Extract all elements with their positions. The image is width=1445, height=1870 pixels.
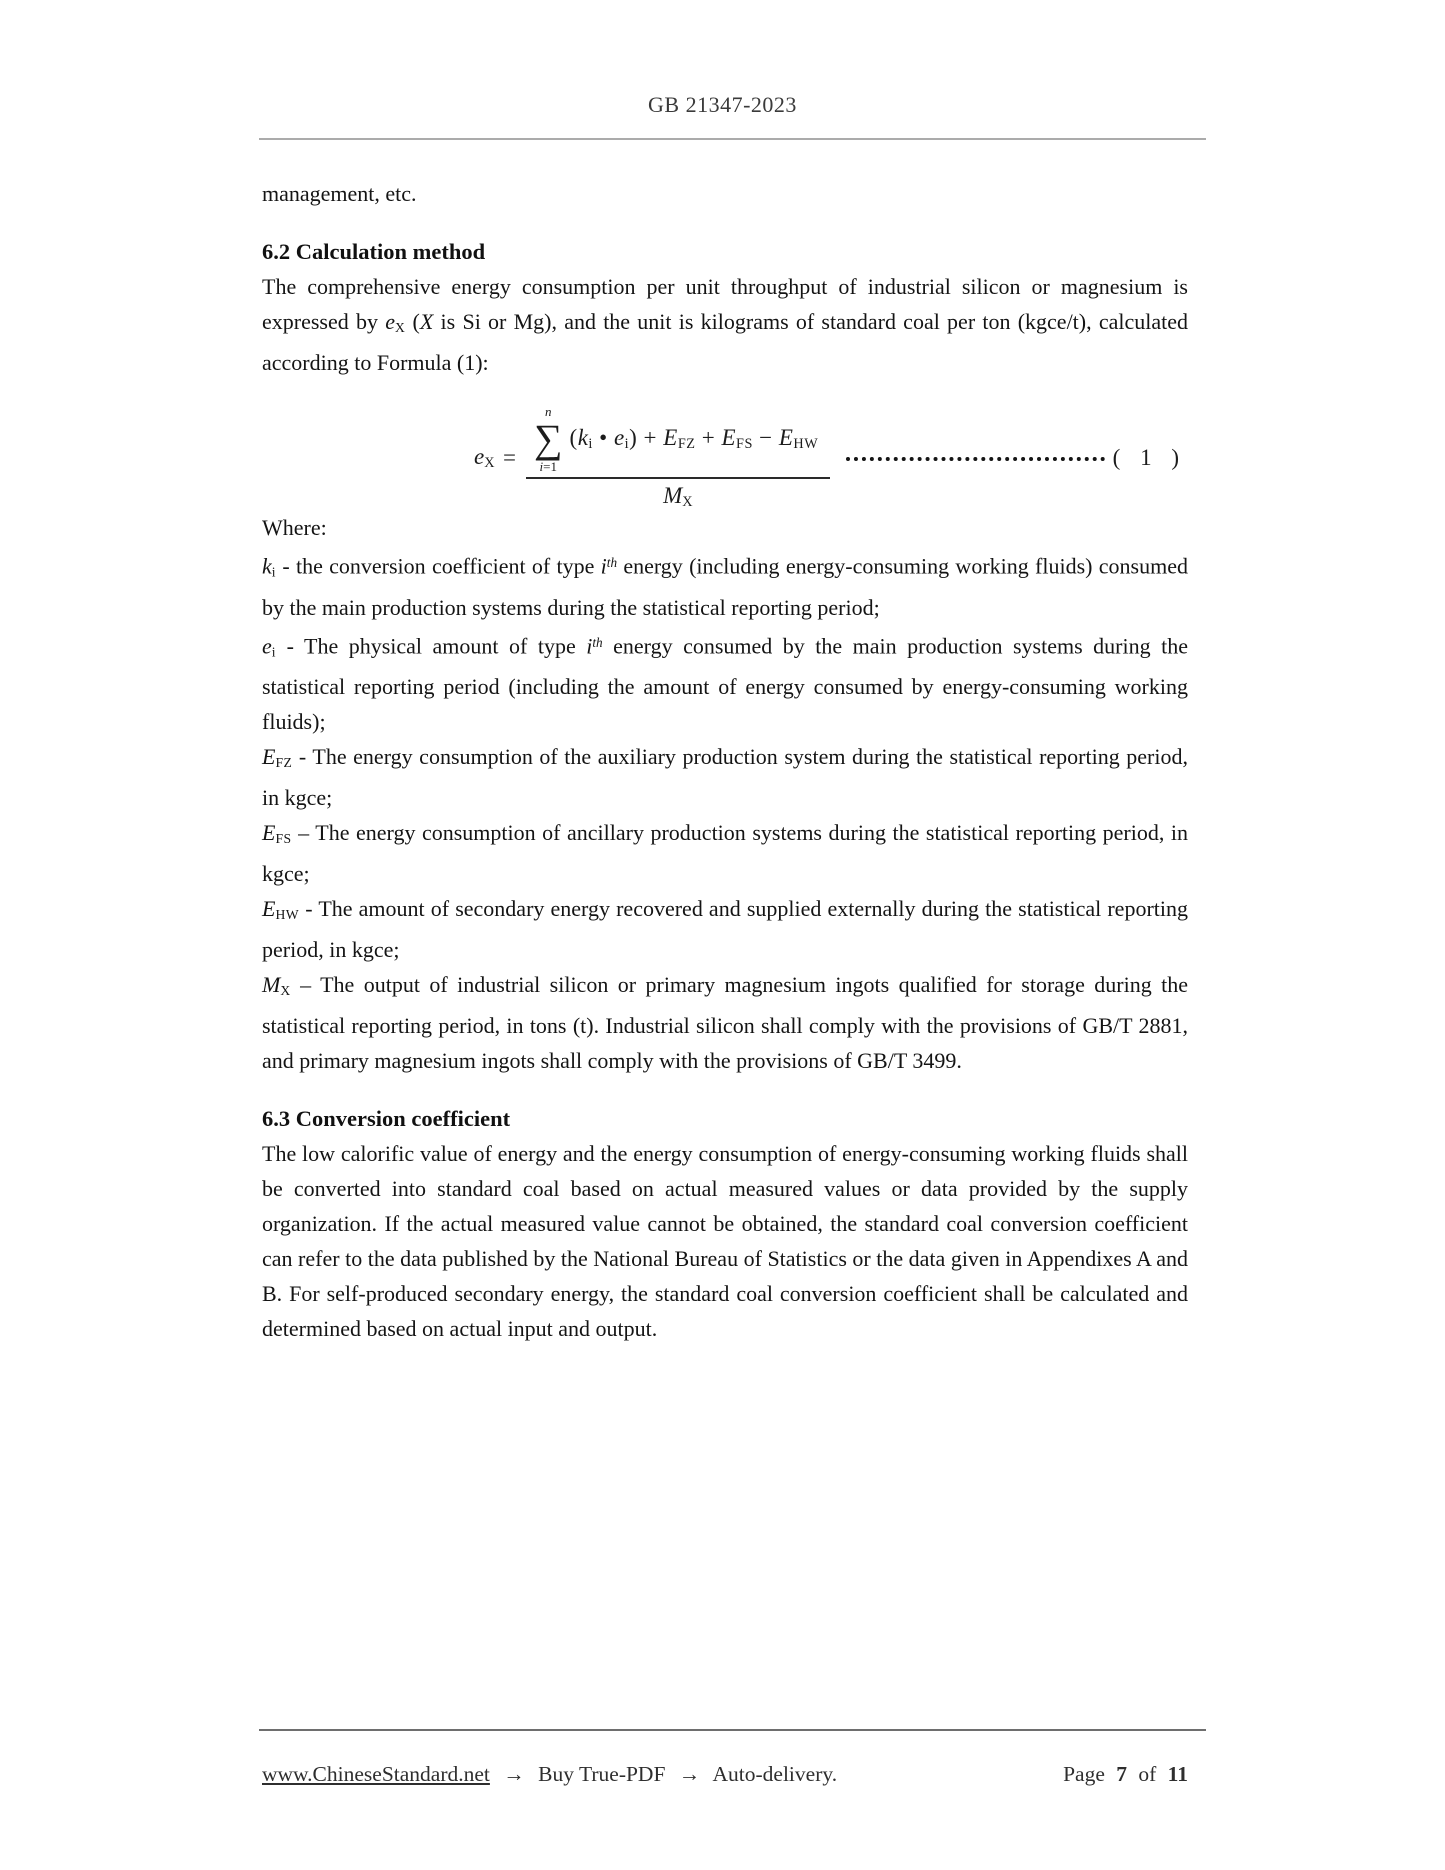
footer-left: [262, 1762, 837, 1787]
formula-block: [262, 403, 1188, 511]
definition-e-i: ei - The physical amount of type $i^{th}$ energy consumed by the main production systems during the statistical reporting period (including the amount of energy consumed by energy-consuming working fluids);: [262, 633, 1188, 735]
page-footer: [262, 1762, 1188, 1787]
formula-denominator: MX: [663, 482, 694, 511]
standard-number: GB 21347-2023: [648, 92, 797, 117]
sigma-icon: ∑: [534, 415, 563, 461]
dots-leader: [846, 457, 1105, 461]
footer-rule: [259, 1729, 1206, 1731]
definition-E-HW: EHW - The amount of secondary energy recovered and supplied externally during the statistical reporting period, in kgce;: [262, 896, 1188, 963]
numerator-expression: (ki • ei) + EFZ + EFS − EHW: [569, 425, 819, 453]
formula-number: ( 1 ): [1112, 445, 1186, 470]
where-label: Where:: [262, 515, 327, 540]
of-label: of: [1138, 1762, 1157, 1786]
definition-E-FS: EFS – The energy consumption of ancillary production systems during the statistical reporting period, in kgce;: [262, 820, 1188, 887]
intro-fragment: management, etc.: [262, 181, 417, 206]
sum-upper-limit: n: [545, 403, 552, 419]
formula-equals: =: [503, 445, 516, 470]
definition-M-X: MX – The output of industrial silicon or primary magnesium ingots qualified for storage during the statistical reporting period, in tons (t). Industrial silicon shall comply with the provisions of GB/T 2881, and primary magnesium ingots shall comply with the provisions of GB/T 3499.: [262, 972, 1188, 1074]
page-total: 11: [1167, 1762, 1188, 1786]
section-6-3-paragraph: The low calorific value of energy and the energy consumption of energy-consuming working fluids shall be converted into standard coal based on actual measured values or data provided by the supply organization. If the actual measured value cannot be obtained, the standard coal conversion coefficient can refer to the data published by the National Bureau of Statistics or the data given in Appendixes A and B. For self-produced secondary energy, the standard coal conversion coefficient shall be calculated and determined based on actual input and output.: [262, 1141, 1188, 1342]
page-current: 7: [1116, 1762, 1127, 1786]
page-indicator: [1063, 1762, 1188, 1787]
section-6-2-paragraph: The comprehensive energy consumption per unit throughput of industrial silicon or magnesium is expressed by eX (X is Si or Mg), and the unit is kilograms of standard coal per ton (kgce/t), calculated according to Formula (1):: [262, 274, 1189, 375]
sum-lower-limit: i=1: [539, 458, 557, 474]
section-6-2-heading: 6.2 Calculation method: [262, 239, 486, 264]
header-rule: [259, 138, 1206, 140]
page-label: Page: [1063, 1762, 1105, 1786]
formula-fraction: [526, 405, 830, 511]
delivery-text: Auto-delivery.: [712, 1762, 838, 1786]
summation-symbol: [534, 405, 563, 474]
formula-numerator: [526, 405, 830, 479]
arrow-icon: →: [503, 1762, 525, 1786]
buy-text: Buy True-PDF: [538, 1762, 666, 1786]
arrow-icon: →: [678, 1762, 701, 1786]
page-content: [262, 176, 1188, 1346]
definition-k-i: ki - the conversion coefficient of type $i^{th}$ energy (including energy-consuming working fluids) consumed by the main production systems during the statistical reporting period;: [262, 553, 1188, 620]
formula-lhs: eX: [474, 443, 496, 472]
section-6-3-heading: 6.3 Conversion coefficient: [262, 1106, 511, 1132]
definition-E-FZ: EFZ - The energy consumption of the auxiliary production system during the statistical reporting period, in kgce;: [262, 744, 1188, 811]
site-link[interactable]: www.ChineseStandard.net: [262, 1762, 490, 1786]
